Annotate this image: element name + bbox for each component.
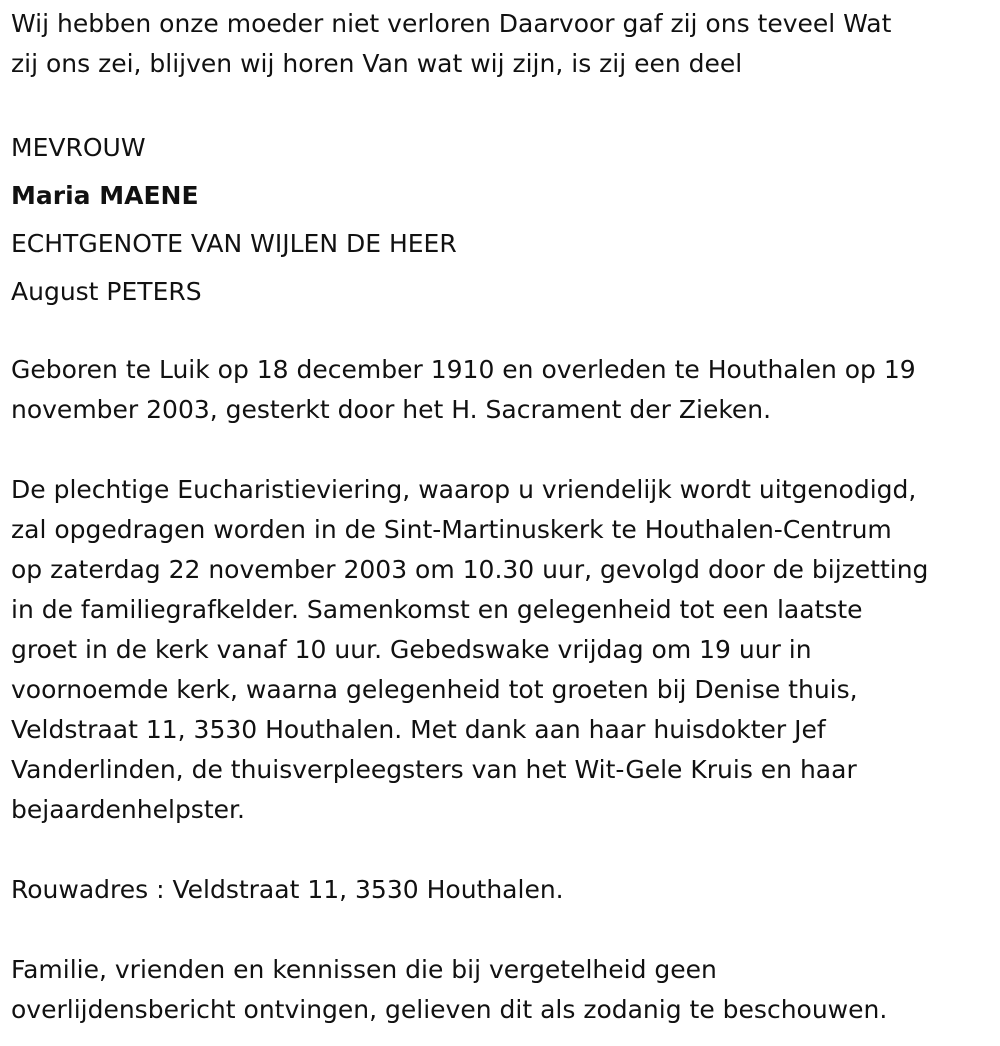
spacer (11, 84, 1000, 124)
poem-line: zij ons zei, blijven wij horen Van wat wij zijn, is zij een deel (11, 49, 743, 78)
ceremony-paragraph (11, 470, 1000, 830)
address-line: Rouwadres : Veldstraat 11, 3530 Houthalen. (11, 875, 564, 904)
deceased-block (11, 124, 1000, 316)
paragraph-line: Familie, vrienden en kennissen die bij vergetelheid geen (11, 955, 717, 984)
paragraph-line: zal opgedragen worden in de Sint-Martinuskerk te Houthalen-Centrum (11, 515, 892, 544)
poem-line: Wij hebben onze moeder niet verloren Daarvoor gaf zij ons teveel Wat (11, 9, 892, 38)
deceased-name: Maria MAENE (11, 181, 199, 210)
spacer (11, 430, 1000, 470)
paragraph-line: in de familiegrafkelder. Samenkomst en gelegenheid tot een laatste (11, 595, 863, 624)
spacer (11, 910, 1000, 950)
spacer (11, 316, 1000, 350)
paragraph-line: Vanderlinden, de thuisverpleegsters van het Wit-Gele Kruis en haar (11, 755, 857, 784)
paragraph-line: voornoemde kerk, waarna gelegenheid tot groeten bij Denise thuis, (11, 675, 858, 704)
paragraph-line: Geboren te Luik op 18 december 1910 en overleden te Houthalen op 19 (11, 355, 916, 384)
mourning-address (11, 870, 1000, 910)
paragraph-line: bejaardenhelpster. (11, 795, 245, 824)
spacer (11, 830, 1000, 870)
birth-death-paragraph (11, 350, 1000, 430)
paragraph-line: op zaterdag 22 november 2003 om 10.30 uur, gevolgd door de bijzetting (11, 555, 929, 584)
closing-paragraph (11, 950, 1000, 1030)
poem (11, 4, 1000, 84)
paragraph-line: overlijdensbericht ontvingen, gelieven dit als zodanig te beschouwen. (11, 995, 888, 1024)
paragraph-line: De plechtige Eucharistieviering, waarop u vriendelijk wordt uitgenodigd, (11, 475, 917, 504)
paragraph-line: groet in de kerk vanaf 10 uur. Gebedswake vrijdag om 19 uur in (11, 635, 812, 664)
deceased-relation: ECHTGENOTE VAN WIJLEN DE HEER (11, 229, 457, 258)
deceased-title: MEVROUW (11, 133, 146, 162)
paragraph-line: Veldstraat 11, 3530 Houthalen. Met dank aan haar huisdokter Jef (11, 715, 826, 744)
spouse-name: August PETERS (11, 277, 202, 306)
paragraph-line: november 2003, gesterkt door het H. Sacrament der Zieken. (11, 395, 772, 424)
